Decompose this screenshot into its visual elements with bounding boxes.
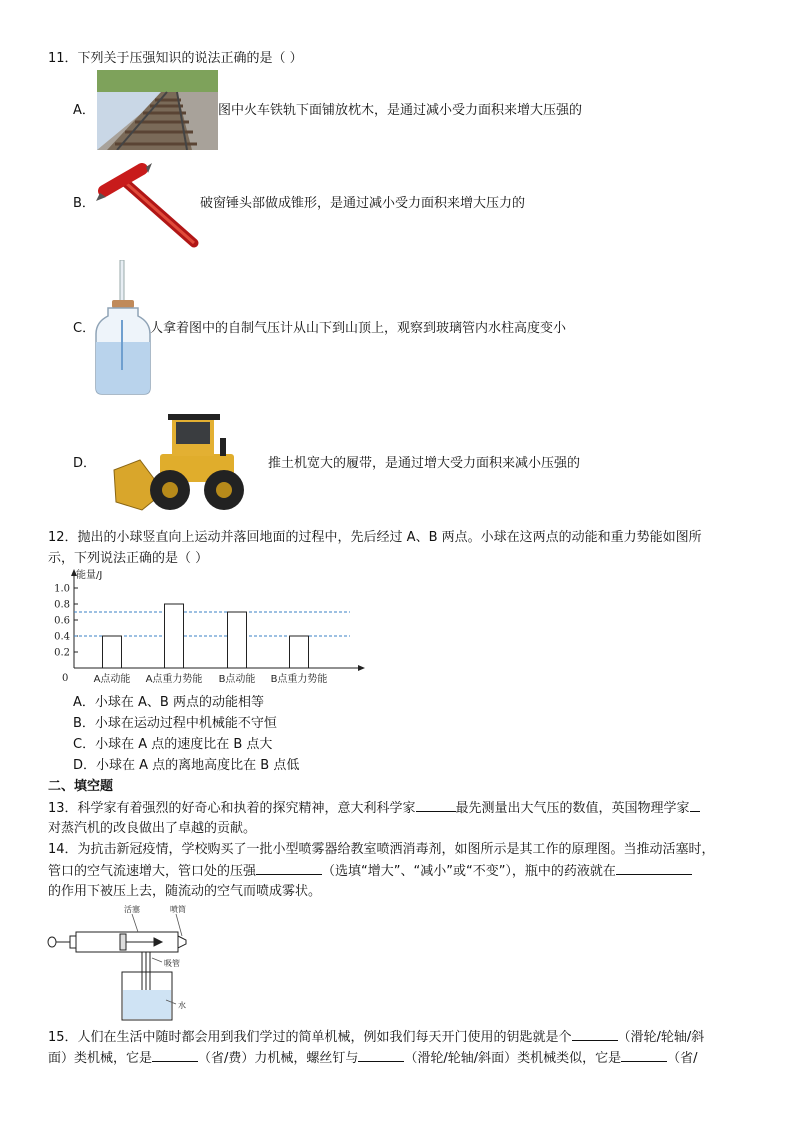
x-category-label: B点重力势能 (270, 674, 328, 685)
q12-option-b: B．小球在运动过程中机械能不守恒 (73, 716, 277, 731)
q15-blank-4[interactable] (621, 1048, 667, 1062)
q13-blank-1[interactable] (416, 798, 456, 812)
bar-2 (165, 604, 184, 668)
label-suction-tube: 吸管 (164, 959, 180, 968)
q12-option-d: D．小球在 A 点的离地高度比在 B 点低 (73, 758, 300, 773)
y-tick-label: 0.8 (54, 599, 70, 611)
q14-text-b: （选填“增大”、“减小”或“不变”），瓶中的药液就在 (322, 864, 616, 879)
q11-option-a-letter: A． (73, 103, 95, 118)
sprayer-diagram (44, 900, 204, 1024)
q15-blank-3[interactable] (358, 1048, 404, 1062)
q14-blank-1[interactable] (256, 861, 322, 875)
label-piston: 活塞 (124, 905, 140, 914)
q13-text-b: 最先测量出大气压的数值，英国物理学家 (455, 801, 690, 816)
q15-text-a: 15．人们在生活中随时都会用到我们学过的简单机械，例如我们每天开门使用的钥匙就是个 (48, 1030, 572, 1045)
bar-3 (228, 612, 247, 668)
railway-track-image (97, 70, 218, 150)
q11-option-b-text: 破窗锤头部做成锥形，是通过减小受力面积来增大压力的 (200, 196, 526, 211)
window-breaker-hammer-image (96, 163, 202, 249)
energy-bar-chart (40, 566, 370, 692)
bar-1 (103, 636, 122, 668)
bulldozer-image (112, 410, 248, 514)
q15-line1 (48, 1027, 704, 1048)
q14-line3: 的作用下被压上去，随流动的空气而喷成雾状。 (48, 884, 322, 899)
q11-option-b-letter: B． (73, 196, 95, 211)
y-tick-label: 0.4 (54, 631, 70, 643)
q15-text-b: （滑轮/轮轴/斜 (617, 1030, 705, 1045)
q12-stem-line1: 12．抛出的小球竖直向上运动并落回地面的过程中，先后经过 A、B 两点。小球在这两点的动能和重力势能如图所 (48, 530, 702, 545)
y-tick-label: 0.2 (54, 647, 70, 659)
x-category-label: A点动能 (93, 674, 131, 685)
q11-option-c-text: 人拿着图中的自制气压计从山下到山顶上，观察到玻璃管内水柱高度变小 (150, 321, 567, 336)
x-category-label: A点重力势能 (145, 674, 203, 685)
q12-stem-line2: 示，下列说法正确的是（ ） (48, 551, 209, 566)
y-tick-label: 0.6 (54, 615, 70, 627)
origin-label: 0 (62, 673, 69, 684)
q15-blank-1[interactable] (572, 1027, 618, 1041)
q11-option-d-text: 推土机宽大的履带，是通过增大受力面积来减小压强的 (268, 456, 581, 471)
section-fill-in-heading: 二、填空题 (48, 779, 114, 794)
q12-option-a: A．小球在 A、B 两点的动能相等 (73, 695, 264, 710)
label-nozzle: 喷筒 (170, 905, 186, 914)
q11-option-c-letter: C． (73, 321, 96, 336)
homemade-barometer-image (94, 260, 152, 396)
q13-line1 (48, 798, 700, 819)
label-water: 水 (178, 1001, 186, 1010)
q15-text-f: （省/ (667, 1051, 698, 1066)
q13-text-a: 13．科学家有着强烈的好奇心和执着的探究精神，意大利科学家 (48, 801, 416, 816)
q12-option-c: C．小球在 A 点的速度比在 B 点大 (73, 737, 273, 752)
bar-4 (290, 636, 309, 668)
q15-text-c: 面）类机械，它是 (48, 1051, 153, 1066)
q14-line2 (48, 861, 692, 882)
y-tick-label: 1.0 (54, 583, 70, 595)
q14-line1: 14．为抗击新冠疫情，学校购买了一批小型喷雾器给教室喷洒消毒剂，如图所示是其工作的原理图。当推动活塞时， (48, 842, 715, 857)
x-axis-arrow (358, 665, 365, 671)
q14-blank-2[interactable] (616, 861, 692, 875)
q11-option-a-text: 图中火车铁轨下面铺放枕木，是通过减小受力面积来增大压强的 (218, 103, 583, 118)
q15-line2 (48, 1048, 698, 1069)
y-axis-label: 能量/J (76, 570, 103, 581)
q15-blank-2[interactable] (152, 1048, 198, 1062)
q13-blank-2[interactable] (690, 798, 700, 812)
q13-line2: 对蒸汽机的改良做出了卓越的贡献。 (48, 821, 257, 836)
q14-text-a: 管口的空气流速增大，管口处的压强 (48, 864, 257, 879)
x-category-label: B点动能 (218, 674, 256, 685)
q11-stem: 11．下列关于压强知识的说法正确的是（ ） (48, 51, 303, 66)
q15-text-e: （滑轮/轮轴/斜面）类机械类似，它是 (404, 1051, 622, 1066)
q15-text-d: （省/费）力机械，螺丝钉与 (198, 1051, 359, 1066)
q11-option-d-letter: D． (73, 456, 97, 471)
